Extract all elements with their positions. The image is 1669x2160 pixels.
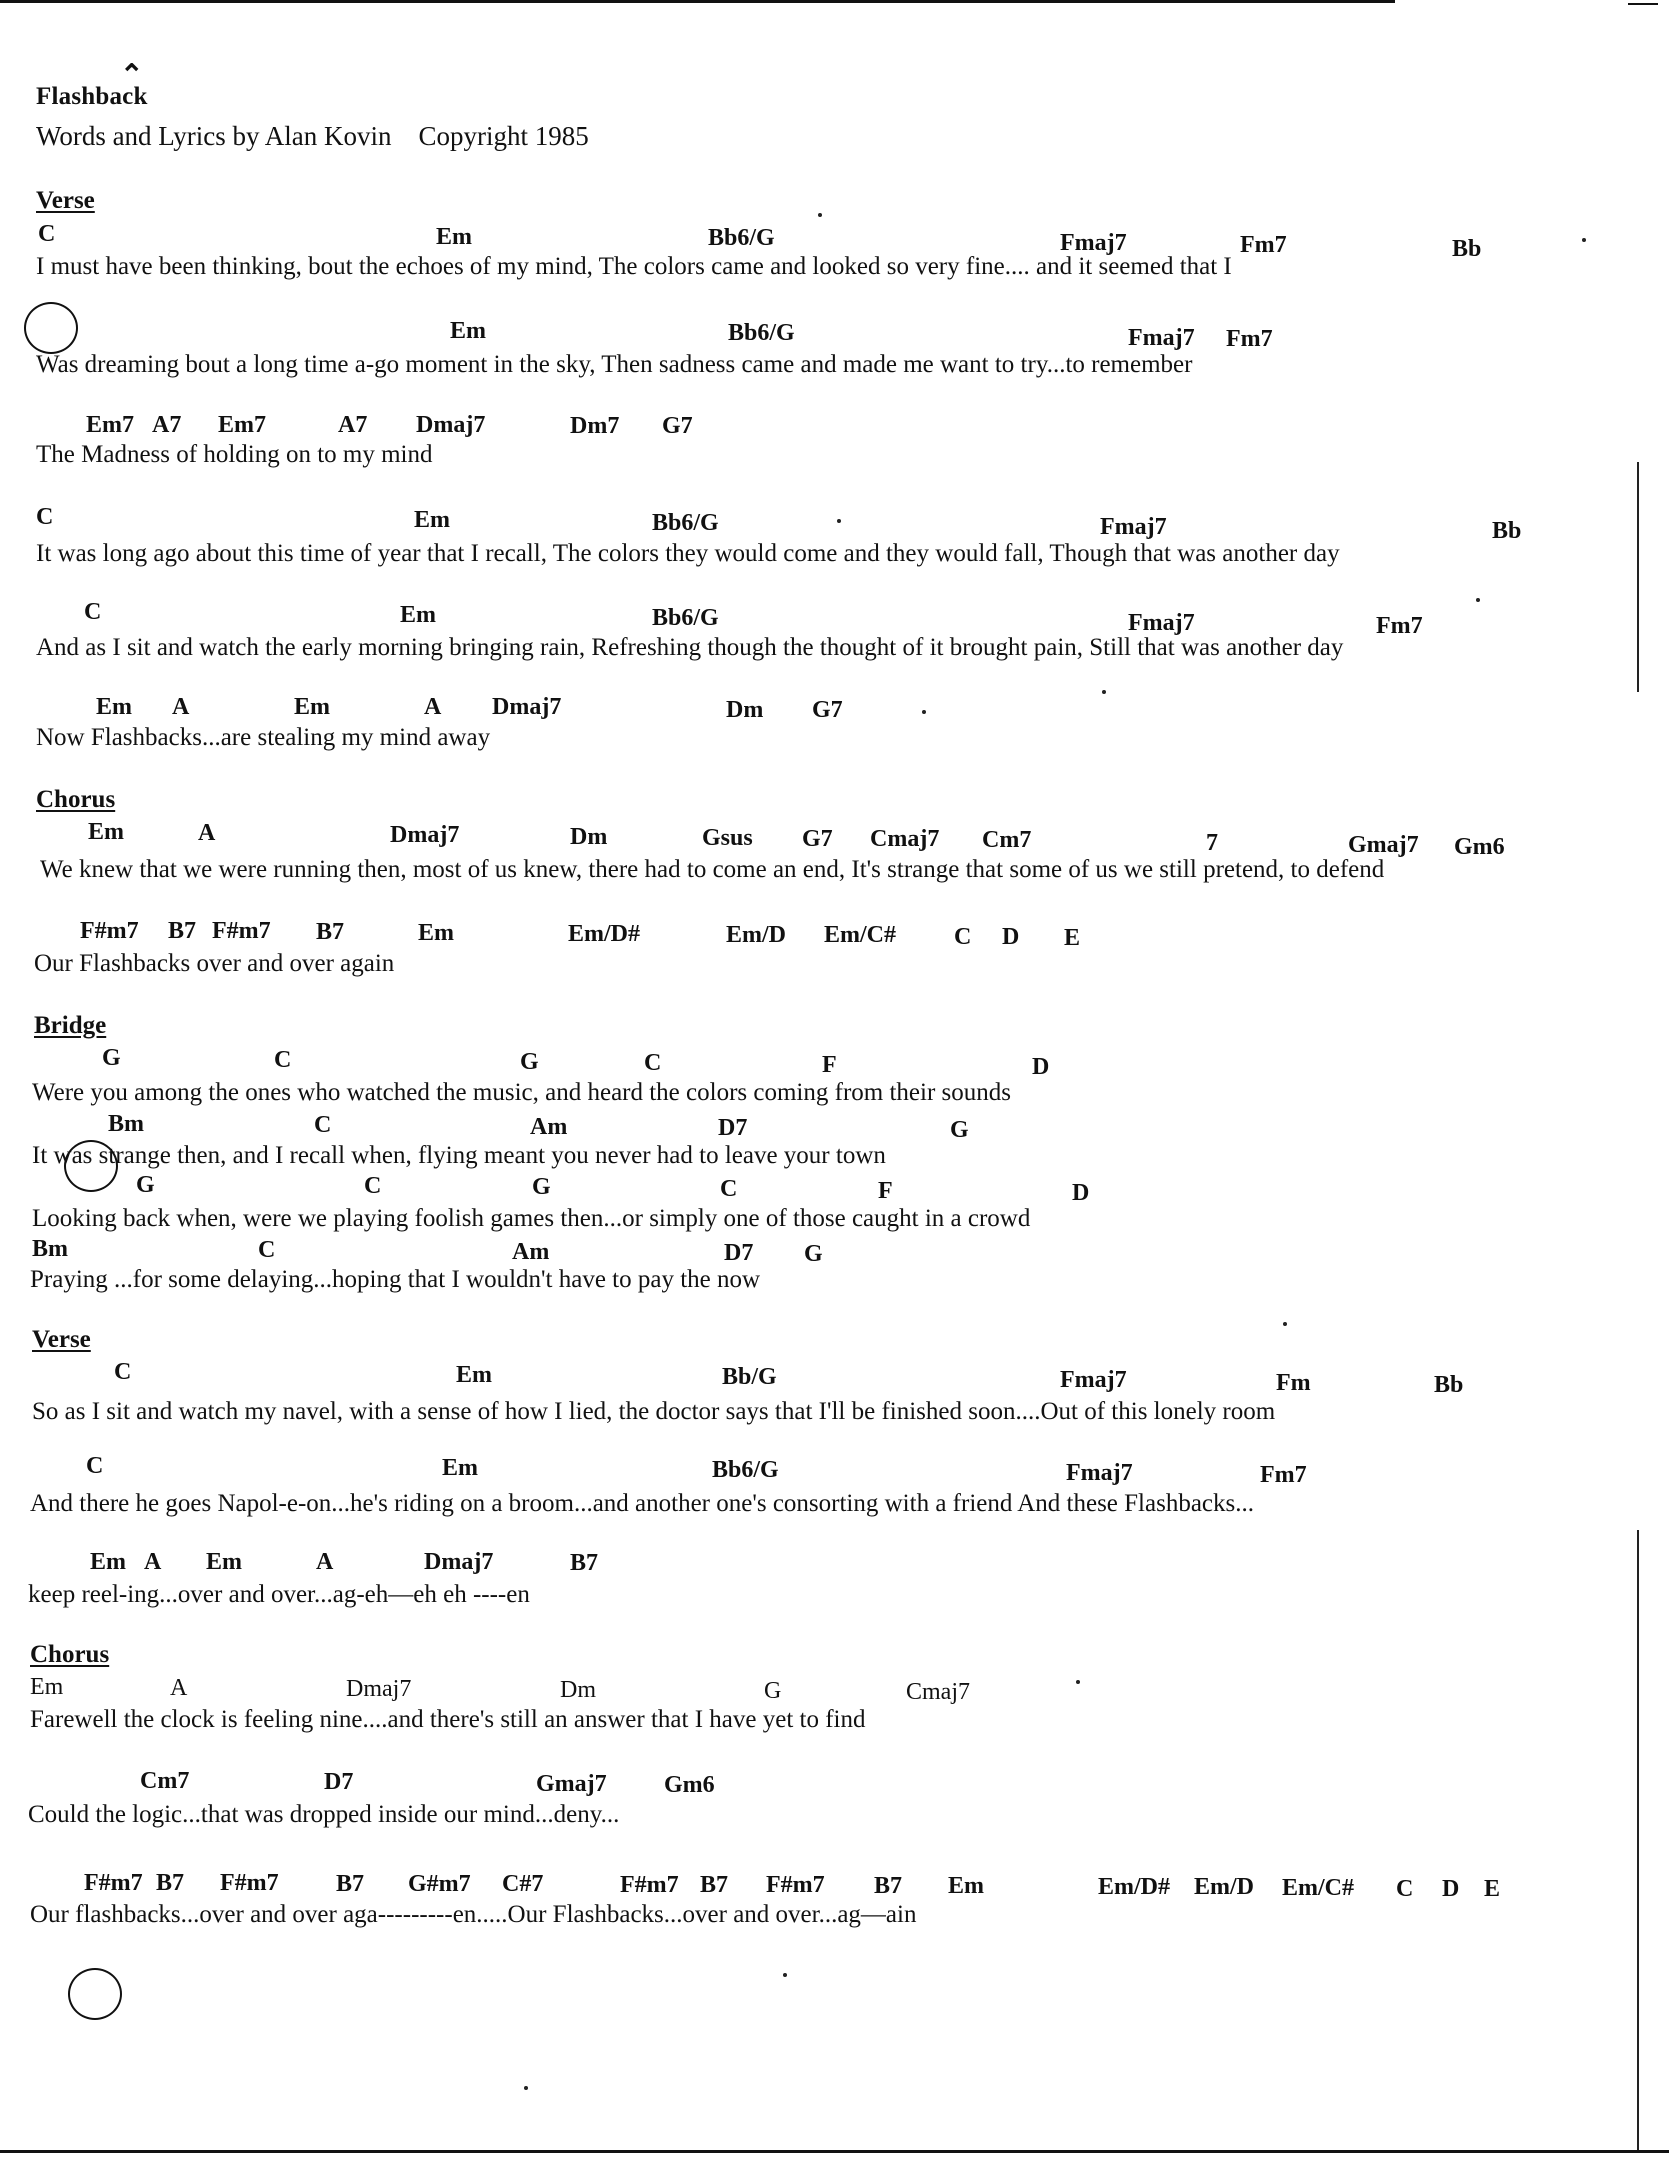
section-heading-chorus-1: Chorus — [36, 786, 116, 813]
chord: C — [38, 221, 56, 247]
speck — [1102, 690, 1106, 694]
chord: C — [364, 1173, 382, 1199]
chord: B7 — [316, 919, 345, 945]
chord: Cmaj7 — [906, 1679, 970, 1705]
chord: C — [644, 1050, 662, 1076]
chord: G — [804, 1241, 823, 1267]
chord: Em/D# — [1098, 1874, 1170, 1900]
chord: D7 — [718, 1115, 748, 1141]
chord: Dmaj7 — [424, 1549, 494, 1575]
section-heading-verse-2: Verse — [32, 1326, 91, 1353]
lyric-line: And there he goes Napol-e-on...he's riding on a broom...and another one's consorting with a friend And these Flashbacks... — [30, 1490, 1254, 1517]
chord: Em/C# — [824, 922, 896, 948]
chord: G — [532, 1174, 551, 1200]
speck — [1076, 1680, 1080, 1684]
chord: F#m7 — [80, 918, 139, 944]
chord: Dm7 — [570, 413, 620, 439]
lyric-line: Our flashbacks...over and over aga---------en.....Our Flashbacks...over and over...ag—ain — [30, 1901, 917, 1928]
chord: G7 — [802, 826, 833, 852]
chord: Fmaj7 — [1066, 1460, 1133, 1486]
speck — [922, 710, 926, 714]
chord: Gm6 — [664, 1772, 715, 1798]
chord: B7 — [156, 1870, 185, 1896]
chord: Cm7 — [140, 1768, 190, 1794]
top-right-rule — [1628, 3, 1658, 5]
chord: G — [102, 1045, 121, 1071]
section-heading-verse-1: Verse — [36, 187, 95, 214]
chord: B7 — [874, 1873, 903, 1899]
chord: Fm7 — [1240, 232, 1287, 258]
section-heading-bridge: Bridge — [34, 1012, 107, 1039]
chord: Dmaj7 — [390, 822, 460, 848]
chord: D — [1002, 924, 1020, 950]
chord: B7 — [168, 918, 197, 944]
chord: Em — [294, 694, 330, 720]
chord: A7 — [152, 412, 182, 438]
speck — [524, 2086, 528, 2090]
chord: Em — [414, 507, 450, 533]
lyric-line: Were you among the ones who watched the music, and heard the colors coming from their sounds — [32, 1079, 1011, 1106]
chord: D7 — [724, 1240, 754, 1266]
lyric-line: It was long ago about this time of year that I recall, The colors they would come and they would fall, Though that was another day — [36, 540, 1340, 567]
chord: Em — [206, 1549, 242, 1575]
chord: Fm7 — [1260, 1462, 1307, 1488]
chord: C — [720, 1176, 738, 1202]
chord: G7 — [812, 697, 843, 723]
lyric-line: We knew that we were running then, most of us knew, there had to come an end, It's strange that some of us we still pretend, to defend — [40, 856, 1385, 883]
chord: Fmaj7 — [1060, 1367, 1127, 1393]
page-subtitle: Words and Lyrics by Alan Kovin Copyright 1985 — [36, 121, 589, 151]
lyric-line: It was strange then, and I recall when, flying meant you never had to leave your town — [32, 1142, 886, 1169]
chord: Em — [436, 224, 472, 250]
chord: Cmaj7 — [870, 826, 940, 852]
chord: C — [36, 504, 54, 530]
chord: C — [84, 599, 102, 625]
lyric-line: Now Flashbacks...are stealing my mind away — [36, 724, 491, 751]
chord: Dmaj7 — [492, 694, 562, 720]
lyric-line: Praying ...for some delaying...hoping that I wouldn't have to pay the now — [30, 1266, 761, 1293]
chord: Gmaj7 — [1348, 832, 1419, 858]
chord: Bb — [1434, 1372, 1464, 1398]
chord: Em/D — [726, 922, 786, 948]
chord: B7 — [700, 1872, 729, 1898]
chord: A — [424, 694, 442, 720]
chord: B7 — [336, 1871, 365, 1897]
chord: F#m7 — [620, 1872, 679, 1898]
chord: Fmaj7 — [1128, 325, 1195, 351]
chord: G — [950, 1117, 969, 1143]
right-edge-line — [1637, 462, 1639, 692]
section-heading-chorus-2: Chorus — [30, 1641, 110, 1668]
chord: D7 — [324, 1769, 354, 1795]
chord: A — [172, 694, 190, 720]
chord: Em/D — [1194, 1874, 1254, 1900]
page-title: Flashback — [36, 83, 148, 110]
speck — [837, 519, 841, 523]
chord: Bm — [108, 1111, 144, 1137]
chord: Em/D# — [568, 921, 640, 947]
chord: Gm6 — [1454, 834, 1505, 860]
chord: G#m7 — [408, 1871, 471, 1897]
chord: Em7 — [86, 412, 134, 438]
chord: C — [274, 1047, 292, 1073]
chord: C — [314, 1112, 332, 1138]
chord: Bb6/G — [708, 225, 775, 251]
chord: F — [878, 1178, 893, 1204]
chord: Bm — [32, 1236, 68, 1262]
chord: Dmaj7 — [346, 1676, 412, 1702]
chord: Bb6/G — [712, 1457, 779, 1483]
top-rule — [0, 0, 1395, 3]
chord: Gsus — [702, 825, 753, 851]
chord: C — [1396, 1876, 1414, 1902]
chord: Dm — [570, 824, 608, 850]
chord: Am — [512, 1239, 550, 1265]
lyric-line: And as I sit and watch the early morning bringing rain, Refreshing though the thought of it brought pain, Still that was another day — [36, 634, 1344, 661]
chord: Gmaj7 — [536, 1771, 607, 1797]
chord: Dm — [560, 1677, 596, 1703]
chord: D — [1032, 1054, 1050, 1080]
chord: Fmaj7 — [1100, 514, 1167, 540]
chord: Dmaj7 — [416, 412, 486, 438]
chord: Em — [30, 1674, 64, 1700]
chord: Bb6/G — [652, 510, 719, 536]
chord: Em — [442, 1455, 478, 1481]
chord: Cm7 — [982, 827, 1032, 853]
punch-hole-mark — [24, 302, 78, 354]
lyric-line: Farewell the clock is feeling nine....and there's still an answer that I have yet to find — [30, 1706, 866, 1733]
chord: Bb/G — [722, 1364, 777, 1390]
chord: Fm7 — [1226, 326, 1273, 352]
chord: Fmaj7 — [1128, 610, 1195, 636]
right-edge-line-lower — [1637, 1530, 1639, 2150]
chord: A7 — [338, 412, 368, 438]
chord: Fmaj7 — [1060, 230, 1127, 256]
lyric-line: I must have been thinking, bout the echoes of my mind, The colors came and looked so very fine.... and it seemed that I — [36, 253, 1232, 280]
chord: G — [520, 1049, 539, 1075]
pencil-caret-mark: ⌃ — [120, 60, 144, 91]
lyric-line: So as I sit and watch my navel, with a sense of how I lied, the doctor says that I'll be finished soon....Out of this lonely room — [32, 1398, 1276, 1425]
chord: Em — [96, 694, 132, 720]
chord: F — [822, 1052, 837, 1078]
chord: G — [764, 1678, 782, 1704]
chord: C — [114, 1359, 132, 1385]
chord: Em — [88, 819, 124, 845]
lyric-line: Our Flashbacks over and over again — [34, 950, 395, 977]
chord: Bb6/G — [728, 320, 795, 346]
chord: A — [170, 1675, 188, 1701]
chord: F#m7 — [84, 1870, 143, 1896]
chord: E — [1064, 925, 1081, 951]
chord: Em — [418, 920, 454, 946]
lyric-line: Was dreaming bout a long time a-go moment in the sky, Then sadness came and made me want to try...to remember — [36, 351, 1193, 378]
lyric-line: Looking back when, were we playing foolish games then...or simply one of those caught in a crowd — [32, 1205, 1031, 1232]
chord: Bb6/G — [652, 605, 719, 631]
speck — [818, 213, 822, 217]
chord: Em7 — [218, 412, 266, 438]
chord: 7 — [1206, 830, 1218, 856]
chord: A — [198, 820, 216, 846]
chord: B7 — [570, 1550, 599, 1576]
punch-hole-mark — [68, 1968, 122, 2020]
chord: F#m7 — [212, 918, 271, 944]
speck — [1283, 1322, 1287, 1326]
chord: D — [1072, 1180, 1090, 1206]
chord: Fm7 — [1376, 613, 1423, 639]
chord: C — [258, 1237, 276, 1263]
chord: Em — [90, 1549, 126, 1575]
chord: Am — [530, 1114, 568, 1140]
chord: A — [316, 1549, 334, 1575]
lyric-line: keep reel-ing...over and over...ag-eh—eh eh ----en — [28, 1581, 530, 1608]
chord: Em — [400, 602, 436, 628]
chord: Em — [456, 1362, 492, 1388]
chord: G7 — [662, 413, 693, 439]
speck — [1476, 598, 1480, 602]
speck — [783, 1973, 787, 1977]
chord: Em — [450, 318, 486, 344]
chord: E — [1484, 1876, 1501, 1902]
chord: C#7 — [502, 1871, 544, 1897]
chord: F#m7 — [766, 1872, 825, 1898]
chord: Dm — [726, 697, 764, 723]
bottom-rule — [0, 2150, 1669, 2153]
lyric-line: Could the logic...that was dropped inside our mind...deny... — [28, 1801, 620, 1828]
speck — [1582, 238, 1586, 242]
chord: G — [136, 1172, 155, 1198]
chord: D — [1442, 1876, 1460, 1902]
chord: Bb — [1452, 236, 1482, 262]
lyric-line: The Madness of holding on to my mind — [36, 441, 433, 468]
chord: Em — [948, 1873, 984, 1899]
chord: C — [86, 1453, 104, 1479]
chord: Em/C# — [1282, 1875, 1354, 1901]
chord: Fm — [1276, 1370, 1311, 1396]
chord: C — [954, 924, 972, 950]
chord: A — [144, 1549, 162, 1575]
chord: Bb — [1492, 518, 1522, 544]
chord: F#m7 — [220, 1870, 279, 1896]
